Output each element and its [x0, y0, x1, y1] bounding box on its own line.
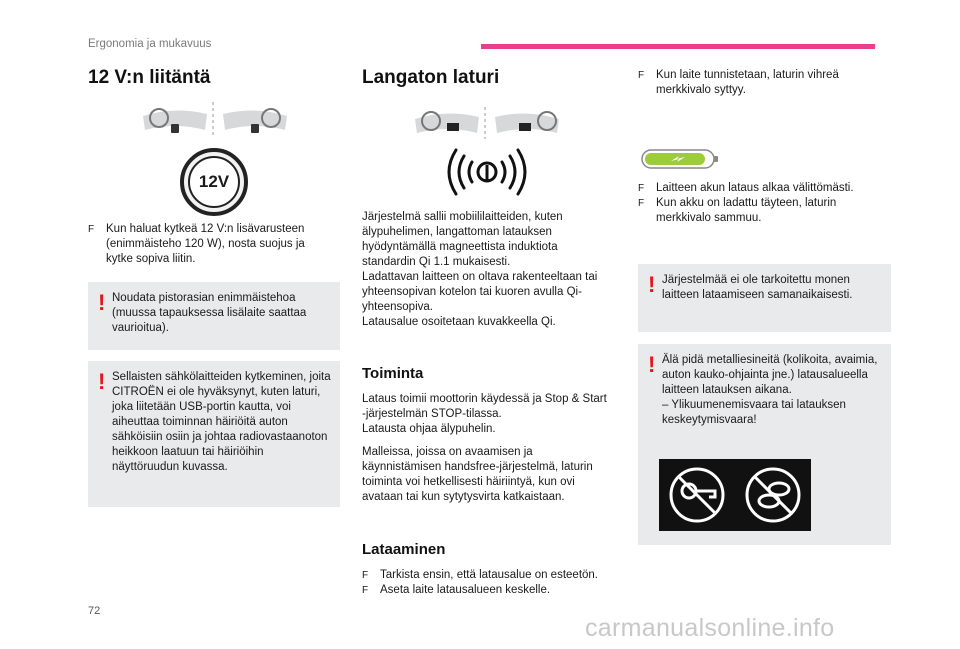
qi-wireless-icon: [442, 144, 532, 200]
dashboard-location-illustration: [407, 105, 567, 141]
title-12v-socket: 12 V:n liitäntä: [88, 67, 211, 88]
warning-text: Noudata pistorasian enimmäistehoa (muussa tapauksessa lisälaite saattaa vaurioitua).: [112, 292, 307, 334]
bullet-text: Aseta laite latausalueen keskelle.: [380, 584, 551, 596]
page-number: 72: [88, 605, 101, 617]
warning-text: Älä pidä metalliesineitä (kolikoita, avaimia, auton kauko-ohjainta jne.) latausalueella laitteen latauksen aikana. – Ylikuumenemisvaara tai latauksen keskeytymisvaara!: [662, 354, 878, 426]
warning-icon: !: [98, 290, 106, 315]
detection-note: [638, 68, 878, 98]
bullet-mark-icon: F: [362, 585, 369, 596]
warning-icon: !: [648, 272, 656, 297]
section-title-operation: Toiminta: [362, 365, 424, 382]
charging-status-list: [638, 181, 878, 226]
bullet-text: Kun haluat kytkeä 12 V:n lisävarusteen (enimmäisteho 120 W), nosta suojus ja kytke sopiva liitin.: [106, 223, 305, 265]
watermark: carmanualsonline.info: [585, 614, 835, 642]
operation-text-1: Lataus toimii moottorin käydessä ja Stop & Start -järjestelmän STOP-tilassa. Latausta ohjaa älypuhelin.: [362, 393, 607, 435]
warning-box-max-power: [88, 282, 340, 350]
list-item: [362, 583, 612, 598]
12v-socket-icon: [180, 148, 248, 216]
header-accent-bar: [481, 44, 875, 49]
list-item: [638, 196, 878, 226]
bullet-mark-icon: F: [638, 70, 645, 81]
warning-box-metal-objects: [638, 344, 891, 545]
list-item: [638, 181, 878, 196]
socket-label: 12V: [198, 172, 230, 191]
no-metal-objects-icon: [659, 459, 811, 531]
bullet-mark-icon: F: [88, 224, 95, 235]
bullet-mark-icon: F: [638, 198, 645, 209]
charging-steps: [362, 568, 612, 598]
wireless-intro: Järjestelmä sallii mobiililaitteiden, kuten älypuhelimen, langattoman latauksen hyödyntämällä magneettista induktiota standardin Qi 1.1 mukaisesti. Ladattavan laitteen on oltava rakenteeltaan tai yhteensopivan kotelon tai kuoren avulla Qi-yhteensopiva. Latausalue osoitetaan kuvakkeella Qi.: [362, 211, 598, 328]
charging-indicator-battery-icon: [641, 147, 721, 171]
section-header: Ergonomia ja mukavuus: [88, 38, 212, 50]
warning-icon: !: [648, 352, 656, 377]
warning-text: Järjestelmää ei ole tarkoitettu monen laitteen lataamiseen samanaikaisesti.: [662, 274, 853, 301]
bullet-mark-icon: F: [638, 183, 645, 194]
socket-instruction: [88, 222, 328, 267]
bullet-text: Laitteen akun lataus alkaa välittömästi.: [656, 182, 854, 194]
dashboard-location-illustration: [135, 100, 295, 140]
bullet-text: Kun laite tunnistetaan, laturin vihreä merkkivalo syttyy.: [656, 69, 839, 96]
section-title-charging: Lataaminen: [362, 541, 446, 558]
operation-text-2: Malleissa, joissa on avaamisen ja käynnistämisen handsfree-järjestelmä, laturin toiminta voi hetkellisesti häiriintyä, kun ovi avataan tai kun sytytysvirta katkaistaan.: [362, 446, 593, 503]
bullet-text: Kun akku on ladattu täyteen, laturin merkkivalo sammuu.: [656, 197, 837, 224]
title-wireless-charger: Langaton laturi: [362, 67, 500, 88]
bullet-mark-icon: F: [362, 570, 369, 581]
list-item: [362, 568, 612, 583]
bullet-text: Tarkista ensin, että latausalue on esteetön.: [380, 569, 599, 581]
warning-icon: !: [98, 369, 106, 394]
warning-box-single-device: [638, 264, 891, 332]
warning-box-accessories: [88, 361, 340, 507]
warning-text: Sellaisten sähkölaitteiden kytkeminen, joita CITROËN ei ole hyväksynyt, kuten laturi, joka liitetään USB-portin kautta, voi aiheuttaa toiminnan häiriöitä auton sähköisiin osiin ja johtaa radiovastaanoton heikkoon laatuun tai häiriöihin näyttöruudun kuvassa.: [112, 371, 331, 473]
